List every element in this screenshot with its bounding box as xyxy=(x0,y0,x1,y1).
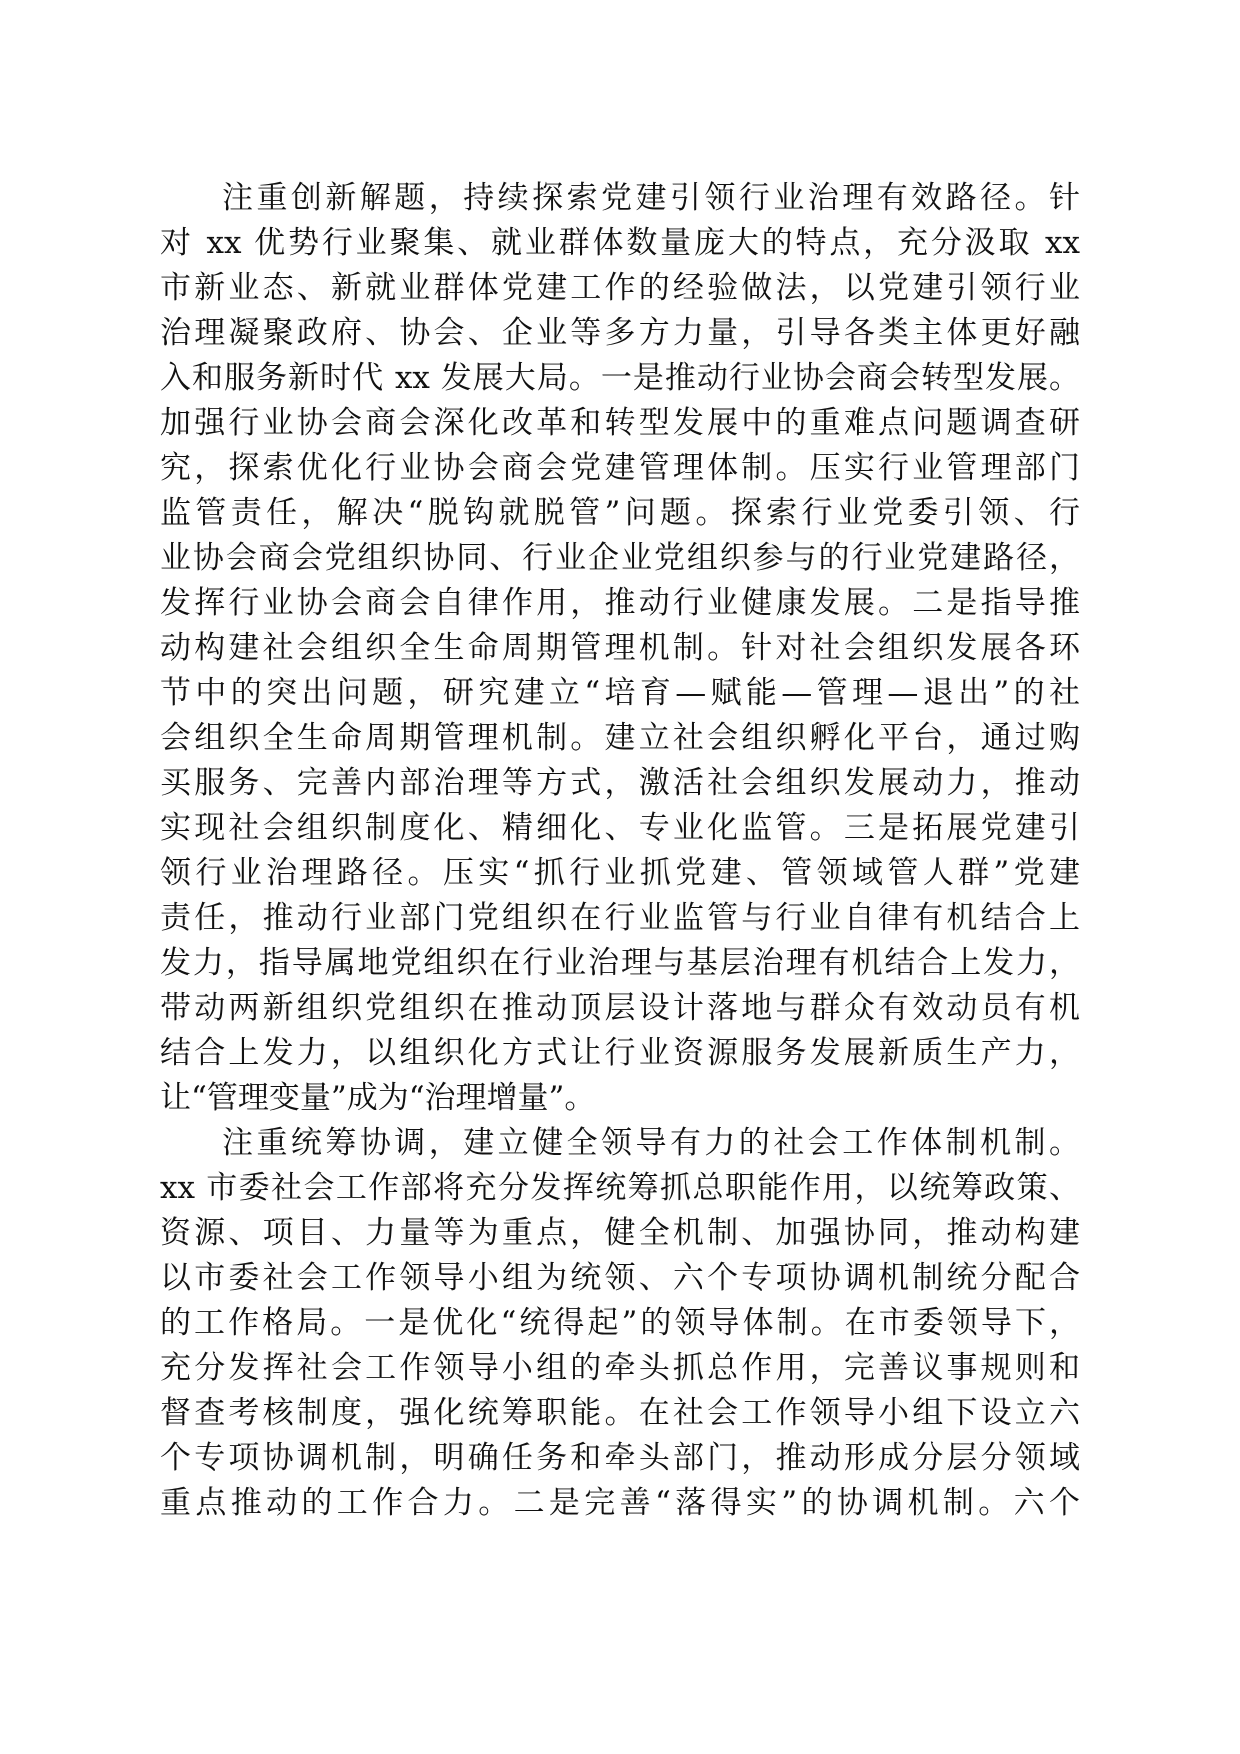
text-line: 带动两新组织党组织在推动顶层设计落地与群众有效动员有机 xyxy=(160,990,1080,1026)
text-line: 发挥行业协会商会自律作用，推动行业健康发展。二是指导推 xyxy=(160,585,1080,621)
text-line: 加强行业协会商会深化改革和转型发展中的重难点问题调查研 xyxy=(160,405,1080,441)
document-body xyxy=(160,176,1080,1526)
text-line: 让“管理变量”成为“治理增量”。 xyxy=(160,1080,596,1116)
text-line: 动构建社会组织全生命周期管理机制。针对社会组织发展各环 xyxy=(160,630,1080,666)
text-line: 会组织全生命周期管理机制。建立社会组织孵化平台，通过购 xyxy=(160,720,1080,756)
text-line: 资源、项目、力量等为重点，健全机制、加强协同，推动构建 xyxy=(160,1215,1080,1251)
text-line: 对 xx 优势行业聚集、就业群体数量庞大的特点，充分汲取 xx xyxy=(160,225,1080,261)
text-line: 督查考核制度，强化统筹职能。在社会工作领导小组下设立六 xyxy=(160,1395,1080,1431)
text-line: 治理凝聚政府、协会、企业等多方力量，引导各类主体更好融 xyxy=(160,315,1080,351)
text-line: 监管责任，解决“脱钩就脱管”问题。探索行业党委引领、行 xyxy=(160,495,1080,531)
text-line: 个专项协调机制，明确任务和牵头部门，推动形成分层分领域 xyxy=(160,1440,1080,1476)
text-line: xx 市委社会工作部将充分发挥统筹抓总职能作用，以统筹政策、 xyxy=(160,1170,1080,1206)
text-line: 节中的突出问题，研究建立“培育—赋能—管理—退出”的社 xyxy=(160,675,1080,711)
text-line: 究，探索优化行业协会商会党建管理体制。压实行业管理部门 xyxy=(160,450,1080,486)
text-line: 充分发挥社会工作领导小组的牵头抓总作用，完善议事规则和 xyxy=(160,1350,1080,1386)
text-line: 业协会商会党组织协同、行业企业党组织参与的行业党建路径， xyxy=(160,540,1080,576)
text-line: 结合上发力，以组织化方式让行业资源服务发展新质生产力， xyxy=(160,1035,1080,1071)
text-line: 注重统筹协调，建立健全领导有力的社会工作体制机制。 xyxy=(222,1125,1080,1161)
text-line: 买服务、完善内部治理等方式，激活社会组织发展动力，推动 xyxy=(160,765,1080,801)
text-line: 重点推动的工作合力。二是完善“落得实”的协调机制。六个 xyxy=(160,1485,1080,1521)
text-line: 以市委社会工作领导小组为统领、六个专项协调机制统分配合 xyxy=(160,1260,1080,1296)
text-line: 发力，指导属地党组织在行业治理与基层治理有机结合上发力， xyxy=(160,945,1080,981)
text-line: 的工作格局。一是优化“统得起”的领导体制。在市委领导下， xyxy=(160,1305,1080,1341)
paragraph-1 xyxy=(160,176,1080,1121)
text-line: 实现社会组织制度化、精细化、专业化监管。三是拓展党建引 xyxy=(160,810,1080,846)
text-line: 领行业治理路径。压实“抓行业抓党建、管领域管人群”党建 xyxy=(160,855,1080,891)
paragraph-2 xyxy=(160,1121,1080,1526)
text-line: 责任，推动行业部门党组织在行业监管与行业自律有机结合上 xyxy=(160,900,1080,936)
text-line: 注重创新解题，持续探索党建引领行业治理有效路径。针 xyxy=(222,180,1080,216)
text-line: 入和服务新时代 xx 发展大局。一是推动行业协会商会转型发展。 xyxy=(160,360,1080,396)
text-line: 市新业态、新就业群体党建工作的经验做法，以党建引领行业 xyxy=(160,270,1080,306)
